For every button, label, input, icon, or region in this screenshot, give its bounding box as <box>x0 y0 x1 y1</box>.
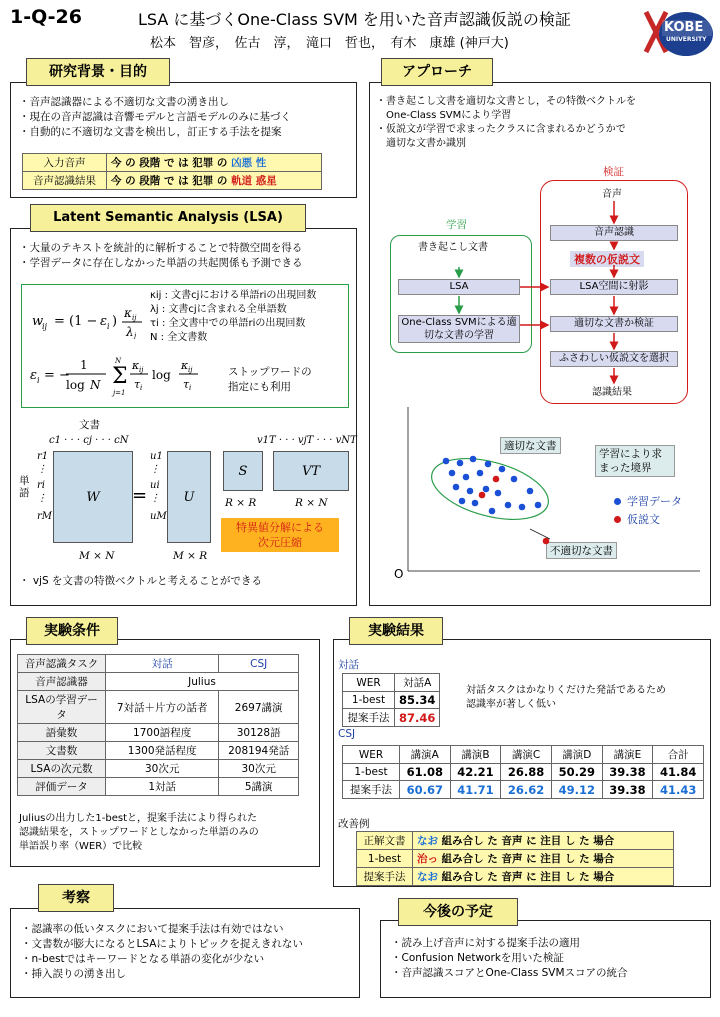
sentence-text: 今 の 段階 で は 犯罪 の <box>111 157 232 169</box>
table-row <box>18 691 299 724</box>
table-row <box>343 709 440 727</box>
table-cell: Julius <box>106 673 299 691</box>
asr-example-table <box>22 153 322 190</box>
bullet: 適切な文書か識別 <box>376 138 466 149</box>
svd-callout <box>221 518 339 552</box>
table-cell: LSAの学習データ <box>18 691 106 724</box>
word-label: 単語 <box>19 475 30 499</box>
discussion-badge: 考察 <box>38 884 114 912</box>
document-label: 文書 <box>79 419 100 431</box>
svg-text:τ: τ <box>183 378 190 391</box>
matrix-vt: VT <box>273 451 349 491</box>
table-cell: 講演B <box>450 746 501 764</box>
svg-text:= −: = − <box>44 368 70 383</box>
table-cell: 5講演 <box>219 778 299 796</box>
logo-text-kobe: KOBE <box>664 20 704 35</box>
u-label: uM <box>150 511 167 522</box>
stopword-line: 指定にも利用 <box>228 381 291 393</box>
sentence-text: 組み合し た 音声 に 注目 し た 場合 <box>438 853 615 865</box>
table-cell <box>413 850 674 868</box>
background-bullets <box>19 95 291 140</box>
node-lsa-learn: LSA <box>398 279 520 295</box>
matrix-s: S <box>223 451 263 491</box>
table-cell: 講演E <box>602 746 653 764</box>
bullet: ・文書数が膨大になるとLSAによりトピックを捉えきれない <box>21 938 303 950</box>
bullet: ・読み上げ音声に対する提案手法の適用 <box>391 937 580 949</box>
row-label-dots: ⋮ <box>37 493 47 504</box>
poster-id: 1-Q-26 <box>10 6 82 28</box>
svg-text:λ: λ <box>126 325 134 339</box>
table-cell: 音声認識器 <box>18 673 106 691</box>
svg-text:ij: ij <box>188 366 193 374</box>
sentence-text: 組み合し た 音声 に 注目 し た 場合 <box>438 835 615 847</box>
keyword: なお <box>417 835 438 847</box>
table-cell: 41.84 <box>653 764 704 781</box>
table-cell: 対話 <box>106 655 219 673</box>
u-label: ui <box>150 480 160 491</box>
node-verify: 適切な文書か検証 <box>550 316 678 332</box>
dim-v: R × N <box>295 497 328 509</box>
table-row <box>357 850 674 868</box>
table-cell: LSAの次元数 <box>18 760 106 778</box>
table-cell <box>107 172 322 190</box>
svg-text:i: i <box>140 384 143 392</box>
table-cell: 提案手法 <box>343 781 400 799</box>
variable-definitions <box>150 289 316 345</box>
bullet: ・仮説文が学習で求まったクラスに含まれるかどうかで <box>376 124 626 135</box>
results-panel <box>333 639 711 887</box>
definition: τi : 全文書中での単語riの出現回数 <box>150 318 306 329</box>
future-panel <box>380 920 711 998</box>
table-cell: 講演C <box>501 746 552 764</box>
table-cell: 提案手法 <box>357 868 413 886</box>
keyword: なお <box>417 871 438 883</box>
u-label-dots: ⋮ <box>150 464 160 475</box>
table-cell: 1700語程度 <box>106 724 219 742</box>
svg-text:ij: ij <box>132 314 137 322</box>
keyword: 治っ <box>417 853 438 865</box>
table-cell: CSJ <box>219 655 299 673</box>
dialog-note <box>466 684 666 712</box>
bullet: ・大量のテキストを統計的に解析することで特徴空間を得る <box>19 242 303 254</box>
table-header-row <box>343 674 440 692</box>
svd-callout-line: 次元圧縮 <box>258 536 302 549</box>
table-cell: 26.88 <box>501 764 552 781</box>
table-cell: 50.29 <box>551 764 602 781</box>
u-label: u1 <box>150 451 163 462</box>
table-cell: 講演D <box>551 746 602 764</box>
table-cell: 講演A <box>399 746 450 764</box>
poster-authors: 松本 智彦， 佐古 淳， 滝口 哲也， 有木 康雄 (神戸大) <box>150 36 509 51</box>
bullet: ・学習データに存在しなかった単語の共起関係も予測できる <box>19 257 303 269</box>
table-cell: 語彙数 <box>18 724 106 742</box>
definition: κij : 文書cjにおける単語riの出現回数 <box>150 290 317 301</box>
flow-arrows <box>370 83 712 413</box>
table-cell: 文書数 <box>18 742 106 760</box>
table-cell: WER <box>343 674 395 692</box>
csj-label: CSJ <box>338 728 356 740</box>
table-row <box>18 724 299 742</box>
label-boundary: 学習により求まった境界 <box>595 445 675 477</box>
label-inappropriate: 不適切な文書 <box>546 542 617 559</box>
table-cell: 1対話 <box>106 778 219 796</box>
poster-title: LSA に基づくOne-Class SVM を用いた音声認識仮説の検証 <box>138 10 571 29</box>
table-header-row <box>343 746 704 764</box>
svg-text:ε: ε <box>30 368 37 383</box>
logo-text-university: UNIVERSITY <box>666 36 707 43</box>
row-label: rM <box>37 511 53 522</box>
conditions-panel <box>10 639 320 867</box>
approach-panel <box>369 82 711 606</box>
table-cell: 2697講演 <box>219 691 299 724</box>
node-asr: 音声認識 <box>550 225 678 241</box>
label-appropriate: 適切な文書 <box>500 437 561 454</box>
table-cell: 音声認識タスク <box>18 655 106 673</box>
svg-text:N: N <box>115 357 122 365</box>
future-badge: 今後の予定 <box>398 898 518 926</box>
svg-text:i: i <box>189 384 192 392</box>
dialog-wer-table <box>342 673 440 727</box>
note-line: 認識率が著しく低い <box>466 699 556 710</box>
column-labels: c1 · · · cj · · · cN <box>49 435 129 446</box>
table-cell: 41.43 <box>653 781 704 799</box>
table-cell: 合計 <box>653 746 704 764</box>
lsa-badge: Latent Semantic Analysis (LSA) <box>30 204 306 232</box>
table-cell: 30次元 <box>219 760 299 778</box>
table-row <box>343 692 440 709</box>
row-label-dots: ⋮ <box>37 464 47 475</box>
future-bullets <box>391 936 628 981</box>
table-cell: 音声認識結果 <box>23 172 107 190</box>
node-ocsvm: One-Class SVMによる適切な文書の学習 <box>398 315 520 343</box>
node-result: 認識結果 <box>592 387 632 398</box>
svg-text:Σ: Σ <box>112 364 128 389</box>
legend-dot-hyp <box>614 516 621 523</box>
discussion-panel <box>10 908 360 998</box>
svg-text:j=1: j=1 <box>113 389 126 397</box>
svg-text:i: i <box>37 376 40 385</box>
table-cell: 87.46 <box>395 709 440 727</box>
lsa-footer: ・ vjS を文書の特徴ベクトルと考えることができる <box>19 575 262 587</box>
weight-formula <box>30 303 145 339</box>
table-row <box>343 764 704 781</box>
svg-text:i: i <box>107 322 110 331</box>
background-badge: 研究背景・目的 <box>26 58 170 86</box>
table-row <box>18 760 299 778</box>
table-cell: 85.34 <box>395 692 440 709</box>
legend-dot-train <box>614 498 621 505</box>
kobe-logo <box>642 8 714 58</box>
legend-train-label: 学習データ <box>627 495 682 508</box>
discussion-bullets <box>21 922 303 982</box>
legend-train <box>614 493 682 509</box>
svg-text:N: N <box>90 378 101 392</box>
svg-text:κ: κ <box>181 359 189 372</box>
table-header-row <box>18 655 299 673</box>
table-cell: 1-best <box>343 764 400 781</box>
svg-text:j: j <box>134 332 137 339</box>
row-label: r1 <box>37 451 49 462</box>
svg-text:= (1 −: = (1 − <box>54 314 98 329</box>
sentence-text: 今 の 段階 で は 犯罪 の <box>111 175 232 187</box>
matrix-w: W <box>53 451 133 543</box>
dim-w: M × N <box>79 550 115 562</box>
table-cell: WER <box>343 746 400 764</box>
svg-text:κ: κ <box>124 306 132 320</box>
dim-u: M × R <box>173 550 208 562</box>
node-transcript: 書き起こし文書 <box>418 242 488 253</box>
lsa-panel <box>10 228 357 606</box>
bullet: ・音声認識スコアとOne-Class SVMスコアの統合 <box>391 967 628 979</box>
table-cell <box>413 868 674 886</box>
table-row <box>357 868 674 886</box>
learn-label: 学習 <box>446 219 467 231</box>
note-line: 認識結果を，ストップワードとしなかった単語のみの <box>19 827 259 838</box>
table-cell: 49.12 <box>551 781 602 799</box>
conditions-table <box>17 654 299 796</box>
svg-text:log: log <box>152 368 171 382</box>
equals-sign: = <box>132 485 148 506</box>
table-cell: 7対話＋片方の話者 <box>106 691 219 724</box>
bullet: ・挿入誤りの湧き出し <box>21 968 126 980</box>
bullet: ・Confusion Networkを用いた検証 <box>391 952 564 964</box>
table-row <box>23 172 322 190</box>
svg-text:w: w <box>32 314 44 329</box>
keyword: 凶悪 性 <box>231 157 267 169</box>
v-labels: v1T · · · vjT · · · vNT <box>257 435 357 446</box>
note-line: 単語誤り率（WER）で比較 <box>19 841 143 852</box>
dialog-label: 対話 <box>338 659 359 671</box>
legend-hyp-label: 仮説文 <box>627 513 660 526</box>
table-cell: 30128語 <box>219 724 299 742</box>
learned-region <box>425 447 555 530</box>
verify-label: 検証 <box>603 166 624 178</box>
table-cell: 評価データ <box>18 778 106 796</box>
note-line: Juliusの出力した1-bestと，提案手法により得られた <box>19 813 257 824</box>
table-cell: 60.67 <box>399 781 450 799</box>
origin-label: O <box>394 567 404 581</box>
entropy-formula-svg <box>28 351 208 401</box>
bullet: ・認識率の低いタスクにおいて提案手法は有効ではない <box>21 923 284 935</box>
table-cell: 26.62 <box>501 781 552 799</box>
table-cell: 30次元 <box>106 760 219 778</box>
bullet: ・自動的に不適切な文書を検出し，訂正する手法を提案 <box>19 126 282 138</box>
bullet: ・現在の音声認識は音響モデルと言語モデルのみに基づく <box>19 111 291 123</box>
conditions-note <box>19 812 259 854</box>
bullet: One-Class SVMにより学習 <box>376 110 512 121</box>
node-select: ふさわしい仮説文を選択 <box>550 351 678 367</box>
svg-text:): ) <box>112 314 118 329</box>
row-labels <box>37 450 52 523</box>
table-cell <box>107 154 322 172</box>
matrix-u: U <box>167 451 211 543</box>
svg-text:κ: κ <box>132 359 140 372</box>
table-cell: 1-best <box>357 850 413 868</box>
u-labels <box>150 450 167 523</box>
svg-text:ij: ij <box>139 366 144 374</box>
table-cell: 対話A <box>395 674 440 692</box>
table-cell: 1300発話程度 <box>106 742 219 760</box>
table-row <box>18 742 299 760</box>
table-cell: 41.71 <box>450 781 501 799</box>
table-cell: 42.21 <box>450 764 501 781</box>
svg-text:log: log <box>66 378 85 392</box>
background-panel <box>10 82 357 198</box>
entropy-formula <box>28 351 208 401</box>
dim-s: R × R <box>225 497 257 509</box>
bullet: ・n-bestではキーワードとなる単語の変化が少ない <box>21 953 265 965</box>
lsa-bullets <box>19 241 303 271</box>
conditions-badge: 実験条件 <box>26 617 118 645</box>
node-speech: 音声 <box>602 189 622 200</box>
table-row <box>23 154 322 172</box>
table-row <box>343 781 704 799</box>
table-cell: 1-best <box>343 692 395 709</box>
svg-text:ij: ij <box>42 322 48 331</box>
stopword-note <box>228 365 312 395</box>
svg-text:τ: τ <box>134 378 141 391</box>
table-row <box>18 778 299 796</box>
table-cell: 提案手法 <box>343 709 395 727</box>
definition: λj : 文書cjに含まれる全単語数 <box>150 304 287 315</box>
definition: N : 全文書数 <box>150 332 208 343</box>
results-badge: 実験結果 <box>349 617 443 645</box>
formula-box <box>21 284 349 408</box>
table-cell: 39.38 <box>602 781 653 799</box>
table-cell <box>413 832 674 850</box>
u-label-dots: ⋮ <box>150 493 160 504</box>
keyword: 軌道 惑星 <box>231 175 277 187</box>
bullet: ・音声認識器による不適切な文書の湧き出し <box>19 96 229 108</box>
stopword-line: ストップワードの <box>228 366 312 378</box>
table-cell: 入力音声 <box>23 154 107 172</box>
table-cell: 正解文書 <box>357 832 413 850</box>
table-cell: 39.38 <box>602 764 653 781</box>
improvement-example-table <box>356 831 674 886</box>
row-label: ri <box>37 480 45 491</box>
table-row <box>18 673 299 691</box>
legend-hyp <box>614 511 660 527</box>
svd-callout-line: 特異値分解による <box>236 521 324 534</box>
table-cell: 61.08 <box>399 764 450 781</box>
approach-badge: アプローチ <box>381 58 493 86</box>
table-cell: 208194発話 <box>219 742 299 760</box>
node-hypotheses: 複数の仮説文 <box>570 251 644 267</box>
node-lsa-project: LSA空間に射影 <box>550 279 678 295</box>
bullet: ・書き起こし文書を適切な文書とし，その特徴ベクトルを <box>376 96 636 107</box>
note-line: 対話タスクはかなりくだけた発話であるため <box>466 685 666 696</box>
svg-text:ε: ε <box>100 314 107 329</box>
svg-text:1: 1 <box>80 358 88 372</box>
sentence-text: 組み合し た 音声 に 注目 し た 場合 <box>438 871 615 883</box>
csj-wer-table <box>342 745 704 799</box>
table-row <box>357 832 674 850</box>
example-label: 改善例 <box>338 818 370 830</box>
weight-formula-svg <box>30 303 145 339</box>
